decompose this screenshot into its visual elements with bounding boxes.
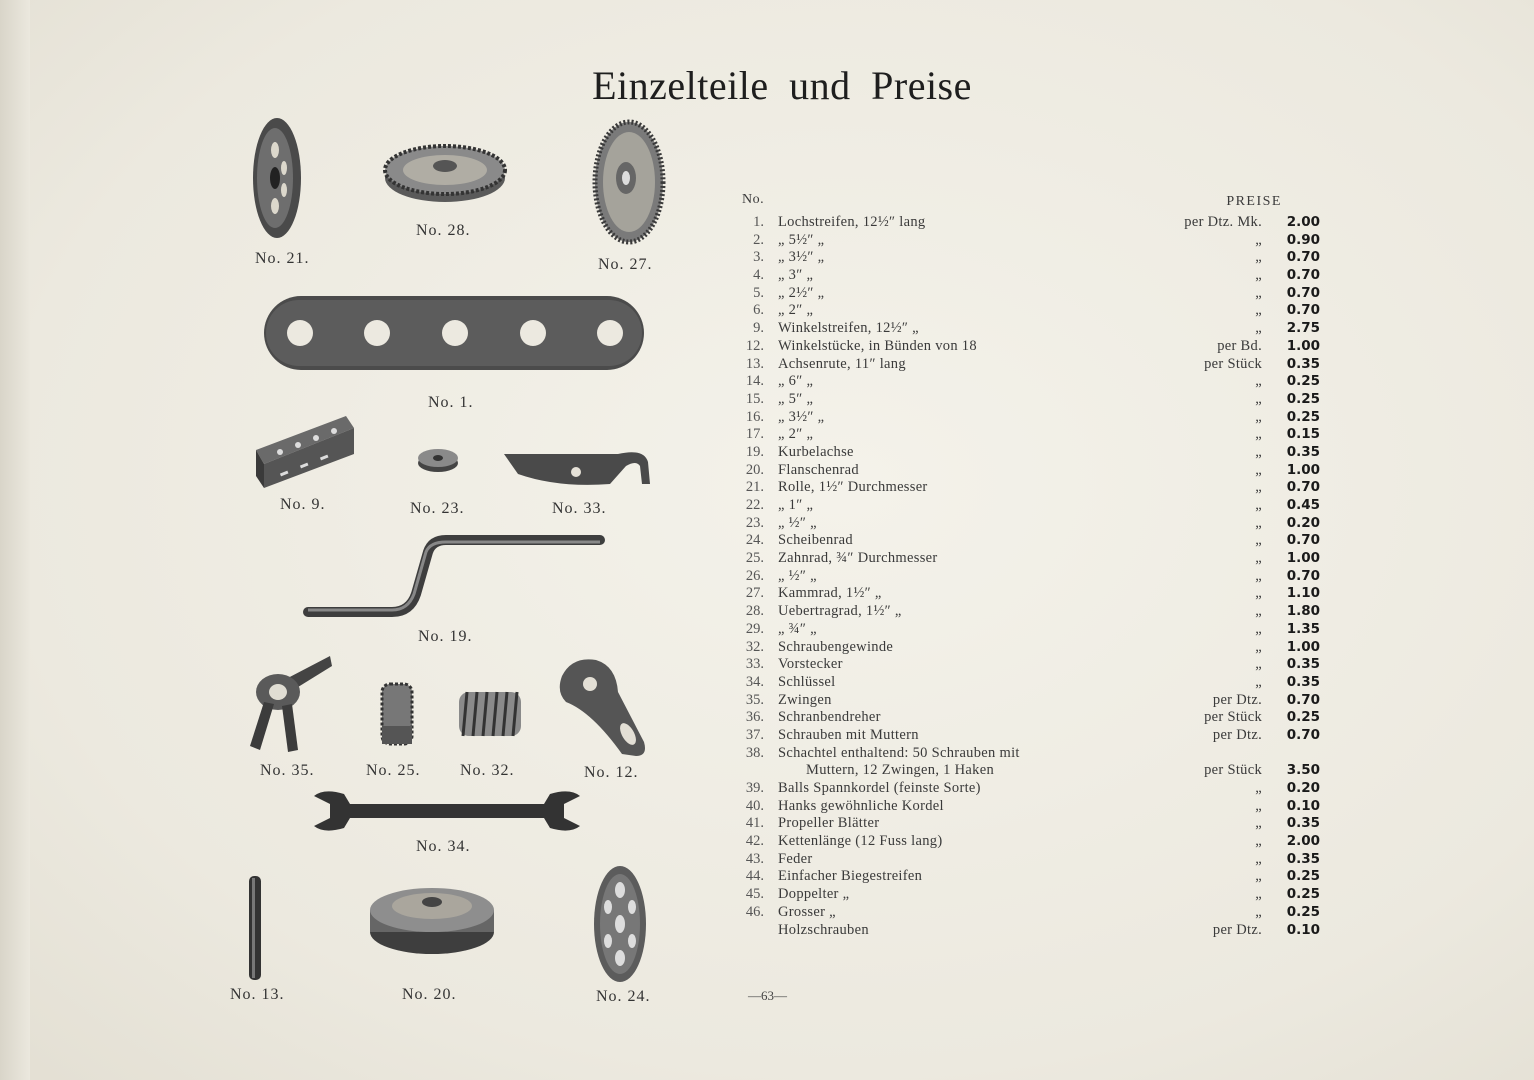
row-number: 37. <box>745 726 764 743</box>
caption-no34: No. 34. <box>416 838 471 855</box>
table-row <box>728 497 1328 515</box>
row-number: 42. <box>745 833 764 850</box>
row-description: Schranbendreher <box>778 709 881 726</box>
table-row <box>728 214 1328 232</box>
row-price: 1.35 <box>1286 620 1320 637</box>
row-number: 43. <box>745 850 764 867</box>
row-unit: „ <box>1255 373 1262 390</box>
row-description: Scheibenrad <box>778 532 853 549</box>
table-row <box>728 762 1328 780</box>
row-unit: „ <box>1255 903 1262 920</box>
table-row <box>728 709 1328 727</box>
row-price: 1.00 <box>1286 461 1320 478</box>
table-row <box>728 639 1328 657</box>
table-row <box>728 356 1328 374</box>
table-row <box>728 232 1328 250</box>
row-price: 0.15 <box>1286 426 1320 443</box>
row-description: Winkelstücke, in Bünden von 18 <box>778 337 977 354</box>
row-number: 5. <box>753 284 764 301</box>
row-price: 3.50 <box>1286 762 1320 779</box>
table-row <box>728 798 1328 816</box>
row-price: 0.10 <box>1286 797 1320 814</box>
row-number: 26. <box>745 567 764 584</box>
small-pulley-no23-icon <box>414 446 462 474</box>
row-description: Hanks gewöhnliche Kordel <box>778 797 944 814</box>
row-description: „ 2″ „ <box>778 302 814 319</box>
row-price: 0.20 <box>1286 780 1320 796</box>
row-description: Schlüssel <box>778 673 836 690</box>
row-unit: „ <box>1255 815 1262 832</box>
row-unit: per Dtz. <box>1212 921 1262 938</box>
row-price: 1.00 <box>1286 337 1320 354</box>
table-row <box>728 373 1328 391</box>
row-unit: per Bd. <box>1217 337 1262 354</box>
row-number: 44. <box>745 868 764 885</box>
table-row <box>728 727 1328 745</box>
row-description: Winkelstreifen, 12½″ „ <box>778 320 919 337</box>
table-row <box>728 338 1328 356</box>
row-number: 28. <box>745 603 764 620</box>
row-unit: per Dtz. <box>1212 691 1262 708</box>
row-unit: „ <box>1255 267 1262 284</box>
row-number: 16. <box>745 408 764 425</box>
axle-rod-no13-icon <box>244 874 266 982</box>
row-description: Schrauben mit Muttern <box>778 726 919 743</box>
header-no: No. <box>742 192 765 207</box>
row-number: 13. <box>745 355 764 372</box>
row-description: Grosser „ <box>778 903 836 920</box>
caption-no33: No. 33. <box>552 500 607 517</box>
table-row <box>728 479 1328 497</box>
row-description: „ 5½″ „ <box>778 231 825 248</box>
angle-strip-no9-icon <box>250 410 360 490</box>
row-price: 0.35 <box>1286 815 1320 832</box>
caption-no28: No. 28. <box>416 222 471 239</box>
row-number: 3. <box>753 249 764 266</box>
crank-axle-no19-icon <box>300 532 610 626</box>
pinion-no25-icon <box>376 678 418 750</box>
row-number: 15. <box>745 390 764 407</box>
caption-no19: No. 19. <box>418 628 473 645</box>
row-description: Zahnrad, ¾″ Durchmesser <box>778 550 938 567</box>
row-description: Lochstreifen, 12½″ lang <box>778 214 926 230</box>
row-number: 29. <box>745 620 764 637</box>
row-number: 38. <box>745 744 764 761</box>
table-row <box>728 249 1328 267</box>
price-list-header <box>728 192 1328 214</box>
row-number: 4. <box>753 267 764 284</box>
table-row <box>728 904 1328 922</box>
row-description: Schachtel enthaltend: 50 Schrauben mit <box>778 744 1020 761</box>
row-unit: „ <box>1255 868 1262 885</box>
row-description: Schraubengewinde <box>778 638 894 655</box>
row-unit: „ <box>1255 479 1262 496</box>
table-row <box>728 656 1328 674</box>
row-price: 0.25 <box>1286 709 1320 726</box>
row-unit: „ <box>1255 443 1262 460</box>
page-title: Einzelteile und Preise <box>592 63 972 108</box>
row-price: 0.45 <box>1286 497 1320 513</box>
row-unit: „ <box>1255 620 1262 637</box>
caption-no24: No. 24. <box>596 988 651 1005</box>
row-unit: „ <box>1255 797 1262 814</box>
row-description: Balls Spannkordel (feinste Sorte) <box>778 780 981 796</box>
caption-no25: No. 25. <box>366 762 421 779</box>
row-unit: „ <box>1255 497 1262 513</box>
table-row <box>728 745 1328 763</box>
table-row <box>728 302 1328 320</box>
row-description: Kammrad, 1½″ „ <box>778 585 882 602</box>
price-list <box>728 192 1328 939</box>
row-number: 24. <box>745 532 764 549</box>
row-price: 0.25 <box>1286 868 1320 885</box>
row-number: 46. <box>745 903 764 920</box>
row-number: 32. <box>745 638 764 655</box>
row-unit: „ <box>1255 284 1262 301</box>
row-number: 39. <box>745 780 764 796</box>
book-gutter <box>0 0 30 1080</box>
row-number: 19. <box>745 443 764 460</box>
row-unit: „ <box>1255 532 1262 549</box>
row-number: 36. <box>745 709 764 726</box>
caption-no35: No. 35. <box>260 762 315 779</box>
row-description: „ 5″ „ <box>778 390 814 407</box>
table-row <box>728 833 1328 851</box>
perforated-strip-no1-icon <box>260 290 650 376</box>
row-unit: „ <box>1255 638 1262 655</box>
row-price: 0.25 <box>1286 390 1320 407</box>
row-unit: „ <box>1255 320 1262 337</box>
row-price: 0.70 <box>1286 302 1320 319</box>
row-unit: „ <box>1255 673 1262 690</box>
row-description: „ ¾″ „ <box>778 620 817 637</box>
caption-no20: No. 20. <box>402 986 457 1003</box>
row-price: 0.70 <box>1286 479 1320 496</box>
row-description: Doppelter „ <box>778 886 850 903</box>
table-row <box>728 391 1328 409</box>
row-unit: „ <box>1255 302 1262 319</box>
row-unit: per Stück <box>1204 709 1262 726</box>
table-row <box>728 621 1328 639</box>
row-price: 0.70 <box>1286 691 1320 708</box>
row-unit: „ <box>1255 550 1262 567</box>
page-number: —63— <box>748 988 787 1003</box>
row-unit: „ <box>1255 833 1262 850</box>
row-price: 0.25 <box>1286 408 1320 425</box>
row-unit: „ <box>1255 886 1262 903</box>
table-row <box>728 426 1328 444</box>
row-unit: „ <box>1255 514 1262 531</box>
row-unit: „ <box>1255 426 1262 443</box>
caption-no12: No. 12. <box>584 764 639 781</box>
table-row <box>728 692 1328 710</box>
row-price: 0.90 <box>1286 231 1320 248</box>
row-unit: „ <box>1255 390 1262 407</box>
row-description: „ 3½″ „ <box>778 408 825 425</box>
row-price: 0.35 <box>1286 673 1320 690</box>
row-description: Kettenlänge (12 Fuss lang) <box>778 833 943 850</box>
row-unit: per Stück <box>1204 762 1262 779</box>
collar-no35-icon <box>244 650 336 754</box>
row-unit: „ <box>1255 461 1262 478</box>
table-row <box>728 780 1328 798</box>
row-description: „ 2½″ „ <box>778 284 825 301</box>
row-description: Muttern, 12 Zwingen, 1 Haken <box>806 762 994 779</box>
row-price: 0.10 <box>1286 921 1320 938</box>
caption-no21: No. 21. <box>255 250 310 267</box>
row-description: „ 1″ „ <box>778 497 814 513</box>
row-number: 25. <box>745 550 764 567</box>
table-row <box>728 409 1328 427</box>
row-number: 45. <box>745 886 764 903</box>
row-description: Vorstecker <box>778 656 843 673</box>
angle-bracket-no12-icon <box>552 652 652 764</box>
table-row <box>728 444 1328 462</box>
row-description: Holzschrauben <box>778 921 869 938</box>
row-number: 27. <box>745 585 764 602</box>
caption-no32: No. 32. <box>460 762 515 779</box>
row-description: „ ½″ „ <box>778 514 817 531</box>
table-row <box>728 603 1328 621</box>
row-description: Uebertragrad, 1½″ „ <box>778 603 902 620</box>
row-price: 0.70 <box>1286 249 1320 266</box>
table-row <box>728 674 1328 692</box>
row-price: 0.25 <box>1286 886 1320 903</box>
row-number: 33. <box>745 656 764 673</box>
table-row <box>728 462 1328 480</box>
price-list-rows <box>728 214 1328 939</box>
row-description: Achsenrute, 11″ lang <box>778 355 906 372</box>
row-price: 0.70 <box>1286 267 1320 284</box>
row-number: 17. <box>745 426 764 443</box>
row-number: 14. <box>745 373 764 390</box>
row-number: 35. <box>745 691 764 708</box>
worm-gear-no32-icon <box>455 686 525 742</box>
table-row <box>728 285 1328 303</box>
row-number: 12. <box>745 337 764 354</box>
row-price: 0.70 <box>1286 532 1320 549</box>
row-price: 1.10 <box>1286 585 1320 602</box>
caption-no1: No. 1. <box>428 394 474 411</box>
row-unit: per Dtz. Mk. <box>1184 214 1262 230</box>
table-row <box>728 550 1328 568</box>
row-unit: „ <box>1255 249 1262 266</box>
row-unit: „ <box>1255 656 1262 673</box>
row-price: 0.70 <box>1286 567 1320 584</box>
row-description: „ 2″ „ <box>778 426 814 443</box>
row-number: 6. <box>753 302 764 319</box>
row-number: 23. <box>745 514 764 531</box>
table-row <box>728 568 1328 586</box>
pulley-no21-icon <box>246 112 308 244</box>
row-unit: per Stück <box>1204 355 1262 372</box>
row-description: Kurbelachse <box>778 443 854 460</box>
row-unit: per Dtz. <box>1212 726 1262 743</box>
row-price: 0.20 <box>1286 514 1320 531</box>
row-unit: „ <box>1255 585 1262 602</box>
row-price: 2.00 <box>1286 214 1320 230</box>
row-description: „ 6″ „ <box>778 373 814 390</box>
row-description: Rolle, 1½″ Durchmesser <box>778 479 928 496</box>
row-price: 0.35 <box>1286 443 1320 460</box>
header-preise: PREISE <box>1226 194 1282 209</box>
row-description: Feder <box>778 850 813 867</box>
row-unit: „ <box>1255 408 1262 425</box>
row-number: 21. <box>745 479 764 496</box>
row-price: 0.35 <box>1286 355 1320 372</box>
row-price: 2.75 <box>1286 320 1320 337</box>
crown-gear-no28-icon <box>380 130 510 208</box>
row-number: 41. <box>745 815 764 832</box>
table-row <box>728 515 1328 533</box>
gear-wheel-no27-icon <box>590 118 668 246</box>
table-row <box>728 851 1328 869</box>
table-row <box>728 532 1328 550</box>
row-unit: „ <box>1255 231 1262 248</box>
flanged-wheel-no20-icon <box>364 880 500 960</box>
row-description: „ ½″ „ <box>778 567 817 584</box>
table-row <box>728 267 1328 285</box>
row-price: 0.35 <box>1286 850 1320 867</box>
row-description: Flanschenrad <box>778 461 859 478</box>
row-description: Einfacher Biegestreifen <box>778 868 923 885</box>
table-row <box>728 886 1328 904</box>
table-row <box>728 868 1328 886</box>
row-price: 0.70 <box>1286 284 1320 301</box>
row-number: 9. <box>753 320 764 337</box>
wrench-no34-icon <box>310 788 584 834</box>
row-price: 0.25 <box>1286 373 1320 390</box>
table-row <box>728 320 1328 338</box>
row-unit: „ <box>1255 850 1262 867</box>
caption-no9: No. 9. <box>280 496 326 513</box>
hook-piece-no33-icon <box>498 444 668 494</box>
row-number: 34. <box>745 673 764 690</box>
row-description: „ 3″ „ <box>778 267 814 284</box>
row-description: Zwingen <box>778 691 832 708</box>
row-description: „ 3½″ „ <box>778 249 825 266</box>
row-unit: „ <box>1255 603 1262 620</box>
row-unit: „ <box>1255 780 1262 796</box>
row-number: 22. <box>745 497 764 513</box>
caption-no23: No. 23. <box>410 500 465 517</box>
table-row <box>728 815 1328 833</box>
table-row <box>728 922 1328 940</box>
row-number: 1. <box>753 214 764 230</box>
row-price: 0.35 <box>1286 656 1320 673</box>
caption-no13: No. 13. <box>230 986 285 1003</box>
caption-no27: No. 27. <box>598 256 653 273</box>
row-number: 40. <box>745 797 764 814</box>
row-price: 2.00 <box>1286 833 1320 850</box>
row-price: 1.80 <box>1286 603 1320 620</box>
row-price: 0.70 <box>1286 726 1320 743</box>
row-description: Propeller Blätter <box>778 815 880 832</box>
table-row <box>728 585 1328 603</box>
disc-wheel-no24-icon <box>590 862 650 986</box>
row-price: 0.25 <box>1286 903 1320 920</box>
row-price: 1.00 <box>1286 638 1320 655</box>
row-unit: „ <box>1255 567 1262 584</box>
row-number: 2. <box>753 231 764 248</box>
row-number: 20. <box>745 461 764 478</box>
row-price: 1.00 <box>1286 550 1320 567</box>
